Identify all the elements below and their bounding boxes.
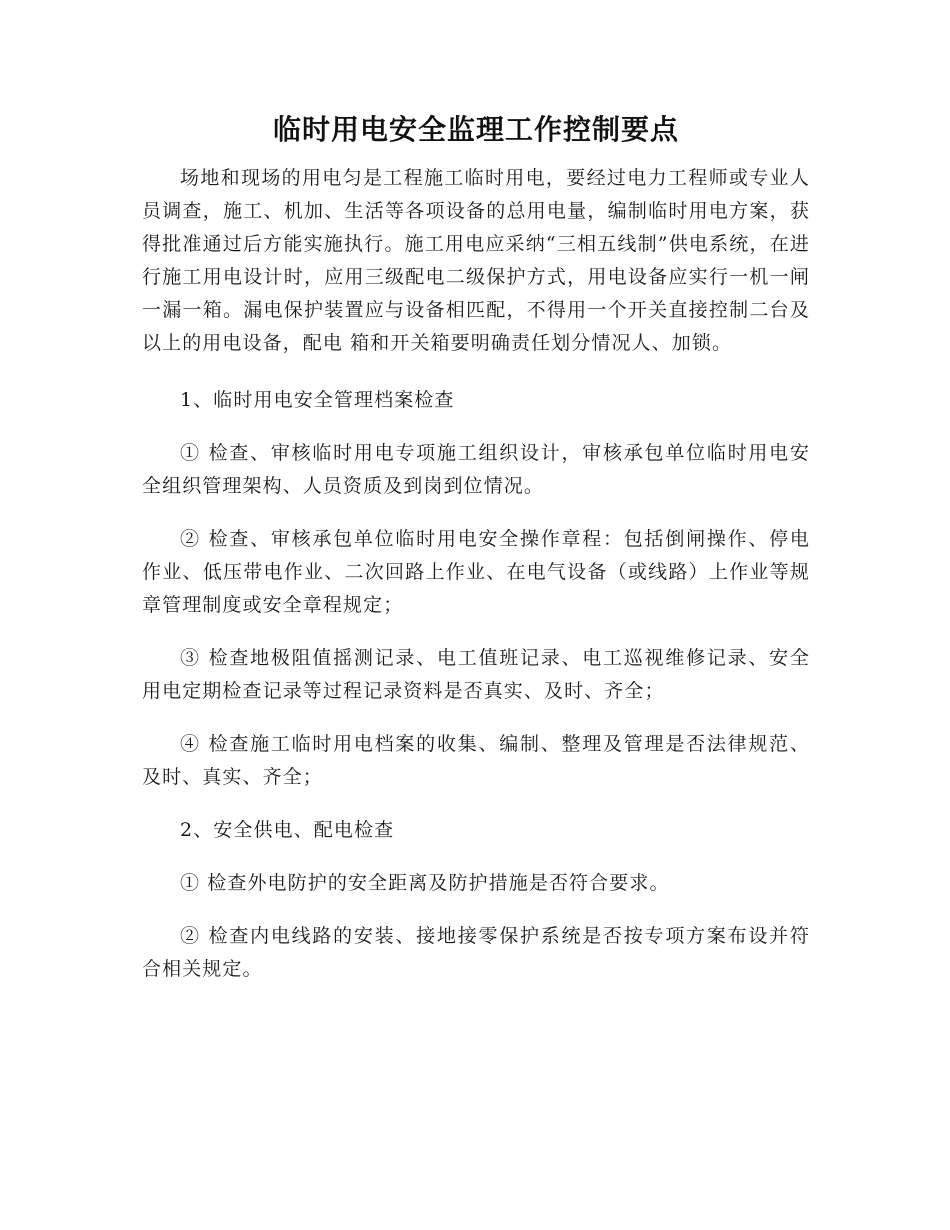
item-paragraph: ③ 检查地极阻值摇测记录、电工值班记录、电工巡视维修记录、安全用电定期检查记录等过程记录资料是否真实、及时、齐全； [142, 647, 810, 702]
document-body [142, 110, 810, 1006]
item-paragraph: ① 检查、审核临时用电专项施工组织设计，审核承包单位临时用电安全组织管理架构、人员资质及到岗到位情况。 [142, 442, 810, 497]
section-heading-2: 2、安全供电、配电检查 [180, 819, 395, 841]
item-paragraph: ① 检查外电防护的安全距离及防护措施是否符合要求。 [180, 872, 670, 894]
item-paragraph: ② 检查内电线路的安装、接地接零保护系统是否按专项方案布设并符合相关规定。 [142, 925, 810, 980]
section-heading-1: 1、临时用电安全管理档案检查 [180, 389, 455, 411]
document-title: 临时用电安全监理工作控制要点 [272, 113, 679, 146]
item-paragraph: ② 检查、审核承包单位临时用电安全操作章程：包括倒闸操作、停电作业、低压带电作业、二次回路上作业、在电气设备（或线路）上作业等规章管理制度或安全章程规定； [142, 528, 810, 616]
item-paragraph: ④ 检查施工临时用电档案的收集、编制、整理及管理是否法律规范、及时、真实、齐全； [142, 733, 810, 788]
intro-paragraph: 场地和现场的用电匀是工程施工临时用电，要经过电力工程师或专业人员调查，施工、机加、生活等各项设备的总用电量，编制临时用电方案，获得批准通过后方能实施执行。施工用电应采纳“三相五线制”供电系统，在进行施工用电设计时，应用三级配电二级保护方式，用电设备应实行一机一闸一漏一箱。漏电保护装置应与设备相匹配，不得用一个开关直接控制二台及以上的用电设备，配电 箱和开关箱要明确责任划分情况人、加锁。 [142, 167, 810, 354]
